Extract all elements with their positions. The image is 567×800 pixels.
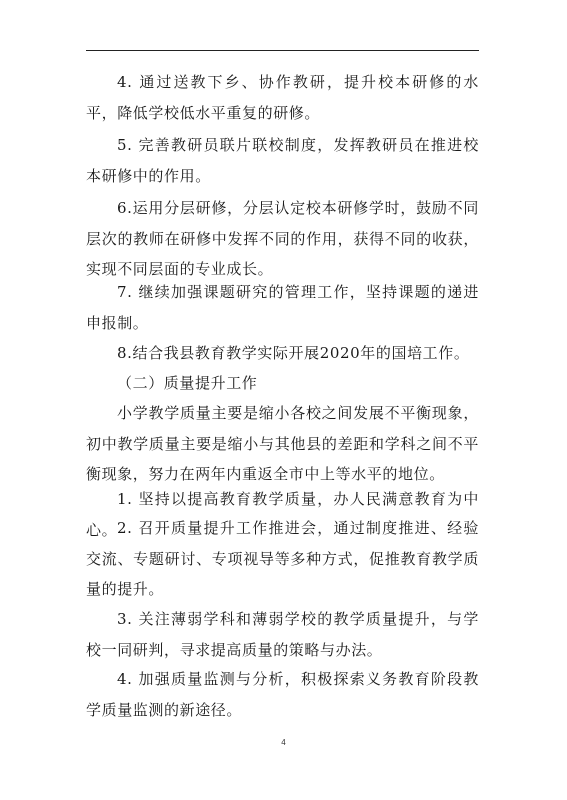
header-rule: [86, 50, 479, 51]
paragraph-item-8-national-training: 8.结合我县教育教学实际开展2020年的国培工作。: [117, 344, 470, 362]
paragraph-item-6-layered-training: 6.运用分层研修，分层认定校本研修学时，鼓励不同层次的教师在研修中发挥不同的作用，获得不同的收获，实现不同层面的专业成长。: [86, 199, 479, 278]
paragraph-item-7-research-topics: 7. 继续加强课题研究的管理工作，坚持课题的递进申报制。: [86, 283, 479, 332]
page-number: 4: [281, 738, 286, 747]
paragraph-quality-intro: 小学教学质量主要是缩小各校之间发展不平衡现象，初中教学质量主要是缩小与其他县的差距和学科之间不平衡现象，努力在两年内重返全市中上等水平的地位。: [86, 404, 479, 483]
paragraph-quality-item-1: 1. 坚持以提高教育教学质量，办人民满意教育为中心。: [86, 490, 479, 539]
paragraph-quality-item-3: 3. 关注薄弱学科和薄弱学校的教学质量提升，与学校一同研判，寻求提高质量的策略与办法。: [86, 610, 479, 659]
paragraph-quality-item-4: 4. 加强质量监测与分析，积极探索义务教育阶段教学质量监测的新途径。: [86, 670, 479, 719]
paragraph-quality-item-2: 2. 召开质量提升工作推进会，通过制度推进、经验交流、专题研讨、专项视导等多种方式，促推教育教学质量的提升。: [86, 519, 479, 598]
paragraph-item-4-training: 4. 通过送教下乡、协作教研，提升校本研修的水平，降低学校低水平重复的研修。: [86, 73, 479, 122]
section-heading-quality: （二）质量提升工作: [117, 374, 258, 392]
paragraph-item-5-researcher: 5. 完善教研员联片联校制度，发挥教研员在推进校本研修中的作用。: [86, 136, 479, 185]
